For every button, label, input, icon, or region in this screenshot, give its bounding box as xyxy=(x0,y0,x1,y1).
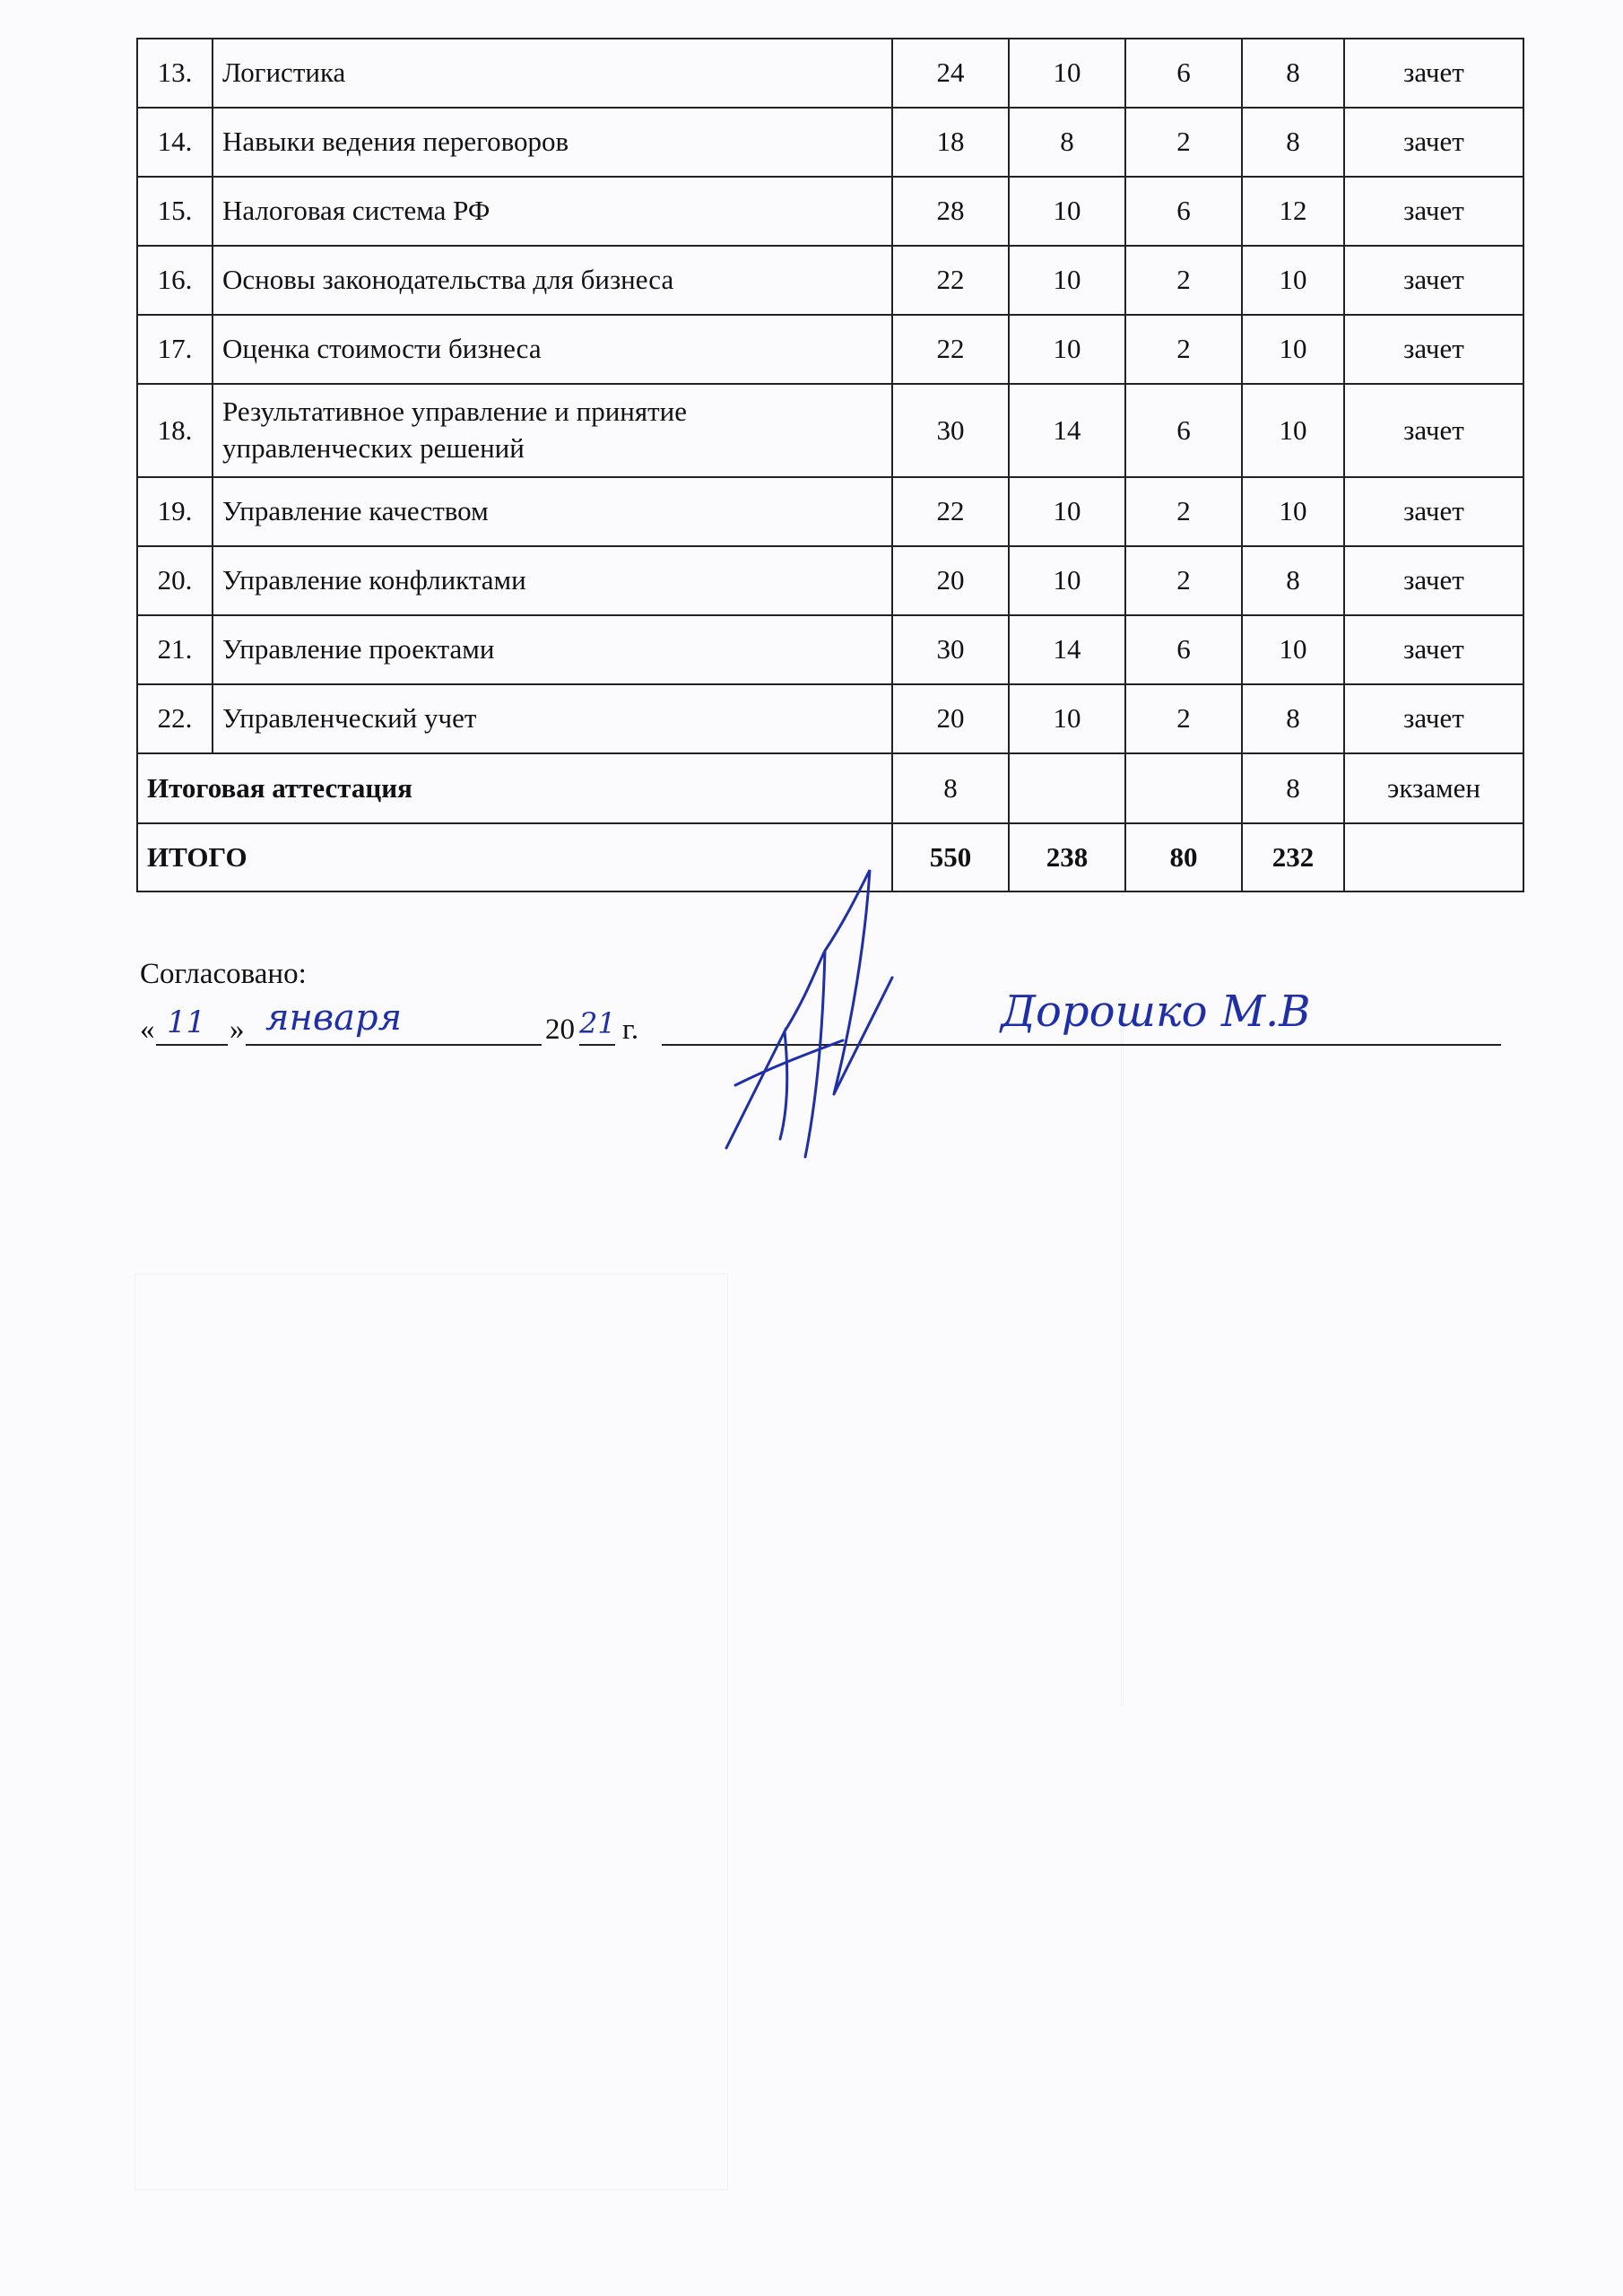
total-hours: 30 xyxy=(892,384,1009,477)
final-attestation-row xyxy=(137,753,1523,823)
grand-total-practice: 80 xyxy=(1125,823,1242,891)
table-row xyxy=(137,108,1523,177)
discipline-name: Управление качеством xyxy=(213,477,892,546)
show-through-artifact xyxy=(1121,1022,1124,1706)
total-hours: 18 xyxy=(892,108,1009,177)
practice-hours: 6 xyxy=(1125,177,1242,246)
total-hours: 20 xyxy=(892,684,1009,753)
row-number: 21. xyxy=(137,615,213,684)
discipline-name: Управление конфликтами xyxy=(213,546,892,615)
quote-close: » xyxy=(230,1013,245,1046)
self-study-hours: 10 xyxy=(1242,315,1344,384)
table-row xyxy=(137,546,1523,615)
table-row xyxy=(137,315,1523,384)
show-through-artifact xyxy=(135,1274,728,2190)
assessment-form: зачет xyxy=(1344,615,1523,684)
grand-total-self-study: 232 xyxy=(1242,823,1344,891)
practice-hours: 6 xyxy=(1125,39,1242,108)
handwritten-name: Дорошко М.В xyxy=(1001,987,1311,1037)
handwritten-day: 11 xyxy=(167,1004,206,1040)
assessment-form: зачет xyxy=(1344,546,1523,615)
practice-hours: 6 xyxy=(1125,615,1242,684)
quote-open: « xyxy=(140,1013,155,1046)
row-number: 17. xyxy=(137,315,213,384)
self-study-hours: 10 xyxy=(1242,477,1344,546)
practice-hours: 2 xyxy=(1125,315,1242,384)
grand-total-lectures: 238 xyxy=(1009,823,1125,891)
total-hours: 28 xyxy=(892,177,1009,246)
lecture-hours: 10 xyxy=(1009,246,1125,315)
final-practice xyxy=(1125,753,1242,823)
assessment-form: зачет xyxy=(1344,384,1523,477)
lecture-hours: 10 xyxy=(1009,177,1125,246)
practice-hours: 2 xyxy=(1125,684,1242,753)
assessment-form: зачет xyxy=(1344,246,1523,315)
self-study-hours: 10 xyxy=(1242,384,1344,477)
row-number: 20. xyxy=(137,546,213,615)
total-hours: 24 xyxy=(892,39,1009,108)
row-number: 22. xyxy=(137,684,213,753)
row-number: 16. xyxy=(137,246,213,315)
discipline-name: Управленческий учет xyxy=(213,684,892,753)
discipline-name: Управление проектами xyxy=(213,615,892,684)
assessment-form: зачет xyxy=(1344,315,1523,384)
lecture-hours: 14 xyxy=(1009,384,1125,477)
assessment-form: зачет xyxy=(1344,684,1523,753)
self-study-hours: 8 xyxy=(1242,546,1344,615)
curriculum-table xyxy=(136,38,1524,892)
assessment-form: зачет xyxy=(1344,39,1523,108)
discipline-name: Логистика xyxy=(213,39,892,108)
year-prefix: 20 xyxy=(545,1013,575,1046)
total-hours: 22 xyxy=(892,477,1009,546)
lecture-hours: 14 xyxy=(1009,615,1125,684)
total-hours: 22 xyxy=(892,315,1009,384)
final-self-study: 8 xyxy=(1242,753,1344,823)
discipline-name: Основы законодательства для бизнеса xyxy=(213,246,892,315)
table-row xyxy=(137,477,1523,546)
row-number: 18. xyxy=(137,384,213,477)
lecture-hours: 10 xyxy=(1009,477,1125,546)
table-row xyxy=(137,177,1523,246)
self-study-hours: 12 xyxy=(1242,177,1344,246)
self-study-hours: 8 xyxy=(1242,39,1344,108)
lecture-hours: 10 xyxy=(1009,315,1125,384)
final-lectures xyxy=(1009,753,1125,823)
practice-hours: 2 xyxy=(1125,546,1242,615)
table-row xyxy=(137,684,1523,753)
total-hours: 20 xyxy=(892,546,1009,615)
row-number: 15. xyxy=(137,177,213,246)
table-row xyxy=(137,246,1523,315)
row-number: 14. xyxy=(137,108,213,177)
table-row xyxy=(137,615,1523,684)
lecture-hours: 10 xyxy=(1009,684,1125,753)
final-total-hours: 8 xyxy=(892,753,1009,823)
self-study-hours: 10 xyxy=(1242,246,1344,315)
grand-total-form xyxy=(1344,823,1523,891)
final-form: экзамен xyxy=(1344,753,1523,823)
practice-hours: 2 xyxy=(1125,108,1242,177)
grand-total-hours: 550 xyxy=(892,823,1009,891)
self-study-hours: 8 xyxy=(1242,684,1344,753)
total-hours: 22 xyxy=(892,246,1009,315)
practice-hours: 2 xyxy=(1125,246,1242,315)
lecture-hours: 8 xyxy=(1009,108,1125,177)
lecture-hours: 10 xyxy=(1009,39,1125,108)
signature xyxy=(699,861,915,1184)
handwritten-year: 21 xyxy=(579,1006,616,1040)
table-row xyxy=(137,39,1523,108)
handwritten-month: января xyxy=(265,997,403,1039)
discipline-name: Результативное управление и принятие управленческих решений xyxy=(213,384,892,477)
self-study-hours: 10 xyxy=(1242,615,1344,684)
row-number: 19. xyxy=(137,477,213,546)
assessment-form: зачет xyxy=(1344,477,1523,546)
practice-hours: 6 xyxy=(1125,384,1242,477)
year-suffix: г. xyxy=(622,1013,639,1046)
lecture-hours: 10 xyxy=(1009,546,1125,615)
agreed-label: Согласовано: xyxy=(140,958,307,990)
assessment-form: зачет xyxy=(1344,177,1523,246)
assessment-form: зачет xyxy=(1344,108,1523,177)
total-hours: 30 xyxy=(892,615,1009,684)
table-row xyxy=(137,384,1523,477)
practice-hours: 2 xyxy=(1125,477,1242,546)
row-number: 13. xyxy=(137,39,213,108)
discipline-name: Навыки ведения переговоров xyxy=(213,108,892,177)
discipline-name: Оценка стоимости бизнеса xyxy=(213,315,892,384)
grand-total-label: ИТОГО xyxy=(137,823,892,891)
final-attestation-label: Итоговая аттестация xyxy=(137,753,892,823)
discipline-name: Налоговая система РФ xyxy=(213,177,892,246)
self-study-hours: 8 xyxy=(1242,108,1344,177)
